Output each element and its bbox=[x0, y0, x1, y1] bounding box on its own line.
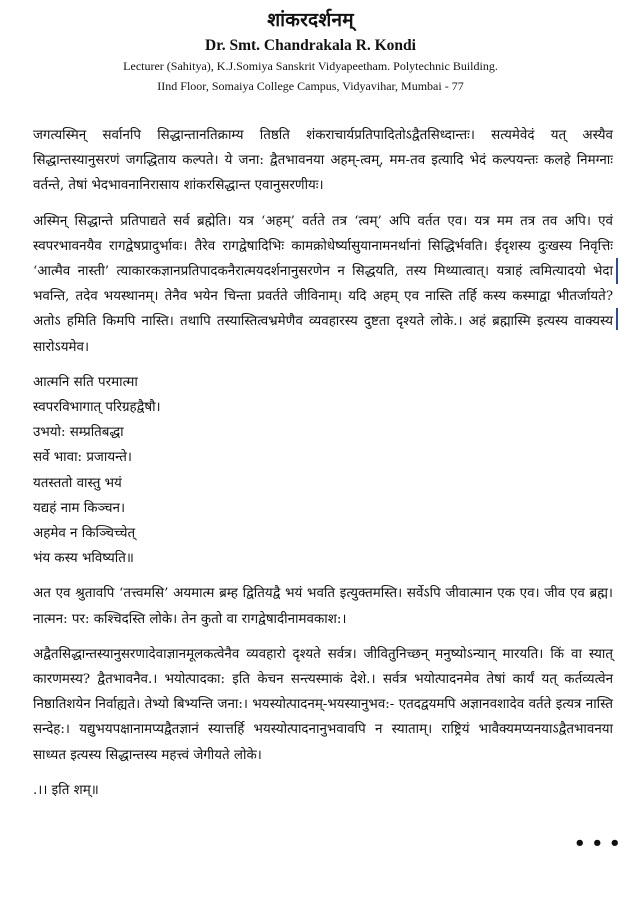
verse-block bbox=[33, 370, 613, 572]
paragraph-4: अद्वैतसिद्धान्तस्यानुसरणादेवाज्ञानमूलकत्वेनैव व्यवहारो दृश्यते सर्वत्र। जीवितुनिच्छन् मनुष्योऽन्यान् मारयति। किं वा स्यात् कारणमस्य? द्वैतभावनैव.। भयोत्पादका: इति केचन सन्त्यस्माकं देशे.। सर्वत्र भयोत्पादनमेव तेषां कार्यं यत् कर्तव्यत्वेन निष्ठातिशयेन निर्वाह्यते। तेभ्यो बिभ्यन्ति जना:। भयस्योत्पादनम्-भयस्यानुभव:- एतदद्वयमपि अज्ञानवशादेव वर्तते इत्यत्र नास्ति सन्देह:। यद्युभयपक्षानामप्यद्वैतज्ञानं स्यात्तर्हि भयस्योत्पादनानुभवावपि न स्याताम्। राष्ट्रियं भावैक्यमप्यनयाऽद्वैतभावनया साध्यत इत्यस्य सिद्धान्तस्य महत्त्वं जेगीयते लोके। bbox=[33, 646, 613, 763]
verse-line: यतस्ततो वास्तु भयं bbox=[33, 475, 122, 491]
verse-line: भंय कस्य भविष्यति॥ bbox=[33, 551, 134, 567]
affiliation-line-2: IInd Floor, Somaiya College Campus, Vidyavihar, Mumbai - 77 bbox=[157, 79, 464, 93]
verse-line: सर्वे भावा: प्रजायन्ते। bbox=[33, 450, 132, 466]
paragraph-3: अत एव श्रुतावपि ‘तत्त्वमसि’ अयमात्म ब्रम्ह द्वितियद्वै भयं भवति इत्युक्तमस्ति। सर्वेऽपि जीवात्मान एक एव। जीव एव ब्रह्म। नात्मन: पर: कश्चिदस्ति लोके। तेन कुतो वा रागद्वेषादीनामवकाश:। bbox=[33, 586, 613, 627]
article-body bbox=[33, 123, 613, 813]
verse-line: स्वपरविभागात् परिग्रहद्वैषौ। bbox=[33, 400, 161, 416]
margin-rule bbox=[616, 258, 618, 284]
author-name: Dr. Smt. Chandrakala R. Kondi bbox=[205, 37, 416, 54]
verse-line: यद्यहं नाम किञ्चन। bbox=[33, 500, 126, 516]
margin-rule bbox=[616, 308, 618, 330]
ellipsis-dots: ••• bbox=[574, 833, 627, 854]
page-title: शांकरदर्शनम् bbox=[267, 9, 354, 31]
paragraph-2: अस्मिन् सिद्धान्ते प्रतिपाद्यते सर्व ब्रह्मेति। यत्र ‘अहम्’ वर्तते तत्र ‘त्वम्’ अपि वर्तत एव। यत्र मम तत्र तव अपि। एवं स्वपरभावनयैव रागद्वेषप्रादुर्भावः। तैरेव रागद्वेषादिभिः कामक्रोधेर्ष्यासुयानामनर्थानां सिद्धिर्भवति। ईदृशस्य दुःखस्य निवृत्तिः ‘आत्मैव नास्ती’ त्याकारकज्ञानप्रतिपादकनैरात्मयदर्शनानुसरणेन न सिद्धयति, तस्य मिथ्यात्वात्। यत्राहं त्वमित्यादयो भेदा भवन्ति, तदेव भयस्थानम्। तेनैव भयेन चिन्ता प्रवर्तते जीविनाम्। यदि अहम् एव नास्ति तर्हि कस्य कस्माद्वा भीतर्जायते? अतोऽ हमिति किमपि नास्ति। तथापि तस्यास्तित्वभ्रमेणैव व्यवहारस्य दुष्टता दृश्यते लोके.। अहं ब्रह्मास्मि इत्यस्य वाक्यस्य सारोऽयमेव। bbox=[33, 213, 613, 355]
verse-line: अहमेव न किञ्चिच्चेत् bbox=[33, 526, 136, 542]
verse-line: आत्मनि सति परमात्मा bbox=[33, 374, 138, 390]
paragraph-1: जगत्यस्मिन् सर्वानपि सिद्धान्तानतिक्राम्य तिष्ठति शंकराचार्यप्रतिपादितोऽद्वैतसिध्दान्तः। सत्यमेवेदं यत् अस्यैव सिद्धान्तस्यानुसरणं जगद्धिताय कल्पते। ये जना: द्वैतभावनया अहम्-त्वम्, मम-तव इत्यादि भेदं कल्पयन्तः कलहे निमग्नाः वर्तन्ते, तेषां भेदभावनानिरासाय शांकरसिद्धान्त एवानुसरणीयः। bbox=[33, 128, 613, 194]
affiliation-line-1: Lecturer (Sahitya), K.J.Somiya Sanskrit Vidyapeetham. Polytechnic Building. bbox=[123, 59, 498, 73]
closing-line: .।। इति शम्॥ bbox=[33, 782, 99, 798]
verse-line: उभयो: सम्प्रतिबद्धा bbox=[33, 425, 124, 441]
